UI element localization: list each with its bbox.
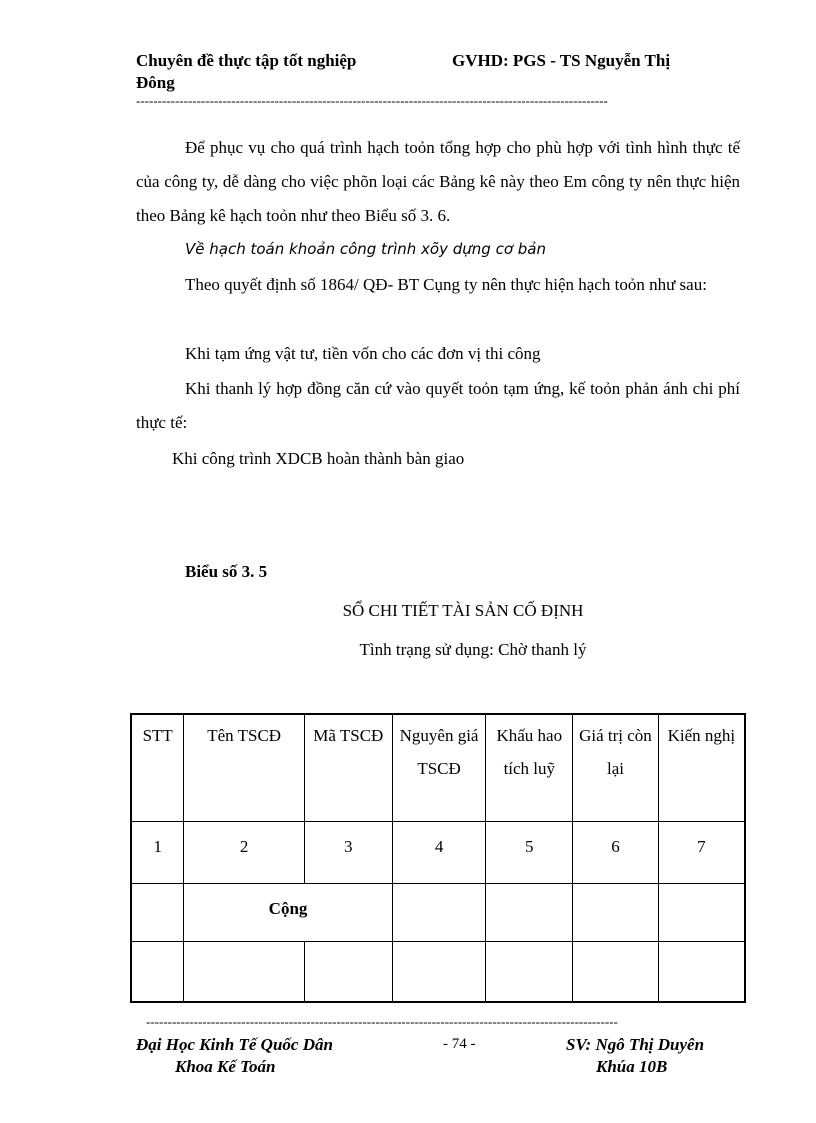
empty-cell — [392, 941, 486, 1002]
total-label: Cộng — [184, 883, 392, 941]
footer-class: Khúa 10B — [596, 1057, 668, 1076]
empty-cell — [304, 941, 392, 1002]
total-cell — [486, 883, 573, 941]
header-asset-code: Mã TSCĐ — [304, 714, 392, 821]
paragraph-4: Khi tạm ứng vật tư, tiền vốn cho các đơn vị thi công — [185, 344, 541, 363]
footer-rule: ------------------------------------------------------------------------------------------------------------- — [146, 1014, 618, 1029]
column-number: 3 — [304, 821, 392, 883]
paragraph-5: Khi thanh lý hợp đồng căn cứ vào quyết toỏn tạm ứng, kế toỏn phản ánh chi phí thực tế: — [136, 379, 740, 432]
column-number: 1 — [131, 821, 184, 883]
form-label: Biểu số 3. 5 — [185, 562, 268, 581]
empty-cell — [573, 941, 659, 1002]
total-row — [131, 883, 745, 941]
paragraph-3: Theo quyết định số 1864/ QĐ- BT Cụng ty nên thực hiện hạch toỏn như sau: — [185, 275, 707, 294]
header-recommendation: Kiến nghị — [658, 714, 745, 821]
total-cell — [392, 883, 486, 941]
column-number-row — [131, 821, 745, 883]
footer-university: Đại Học Kinh Tế Quốc Dân — [136, 1035, 333, 1054]
asset-ledger-table — [130, 713, 746, 1003]
total-cell-stt — [131, 883, 184, 941]
header-title-continued: Đông — [136, 73, 175, 92]
empty-cell — [131, 941, 184, 1002]
footer-faculty: Khoa Kế Toán — [175, 1057, 276, 1076]
header-accumulated-depreciation: Khấu hao tích luỹ — [486, 714, 573, 821]
header-row — [131, 714, 745, 821]
paragraph-1: Để phục vụ cho quá trình hạch toỏn tổng hợp cho phù hợp với tình hình thực tế của công ty, dễ dàng cho việc phõn loại các Bảng kê này theo Em công ty nên thực hiện theo Bảng kê hạch toỏn như theo Biểu số 3. 6. — [136, 138, 740, 225]
footer-student: SV: Ngô Thị Duyên — [566, 1035, 705, 1054]
empty-cell — [658, 941, 745, 1002]
header-rule: ------------------------------------------------------------------------------------------------------------- — [136, 93, 608, 108]
page-number: - 74 - — [443, 1036, 476, 1052]
total-cell — [573, 883, 659, 941]
form-title: SỔ CHI TIẾT TÀI SẢN CỐ ĐỊNH — [342, 601, 584, 620]
header-original-cost: Nguyên giá TSCĐ — [392, 714, 486, 821]
total-cell — [658, 883, 745, 941]
column-number: 5 — [486, 821, 573, 883]
form-subtitle: Tình trạng sử dụng: Chờ thanh lý — [359, 640, 587, 659]
header-asset-name: Tên TSCĐ — [184, 714, 305, 821]
column-number: 4 — [392, 821, 486, 883]
empty-row — [131, 941, 745, 1002]
header-stt: STT — [131, 714, 184, 821]
header-supervisor: GVHD: PGS - TS Nguyễn Thị — [452, 51, 671, 70]
paragraph-2-heading: Về hạch toán khoản công trình xõy dựng cơ bản — [185, 240, 546, 258]
column-number: 7 — [658, 821, 745, 883]
empty-cell — [184, 941, 305, 1002]
header-remaining-value: Giá trị còn lại — [573, 714, 659, 821]
column-number: 2 — [184, 821, 305, 883]
paragraph-6: Khi công trình XDCB hoàn thành bàn giao — [172, 449, 465, 468]
column-number: 6 — [573, 821, 659, 883]
empty-cell — [486, 941, 573, 1002]
header-title: Chuyên đề thực tập tốt nghiệp — [136, 51, 357, 70]
